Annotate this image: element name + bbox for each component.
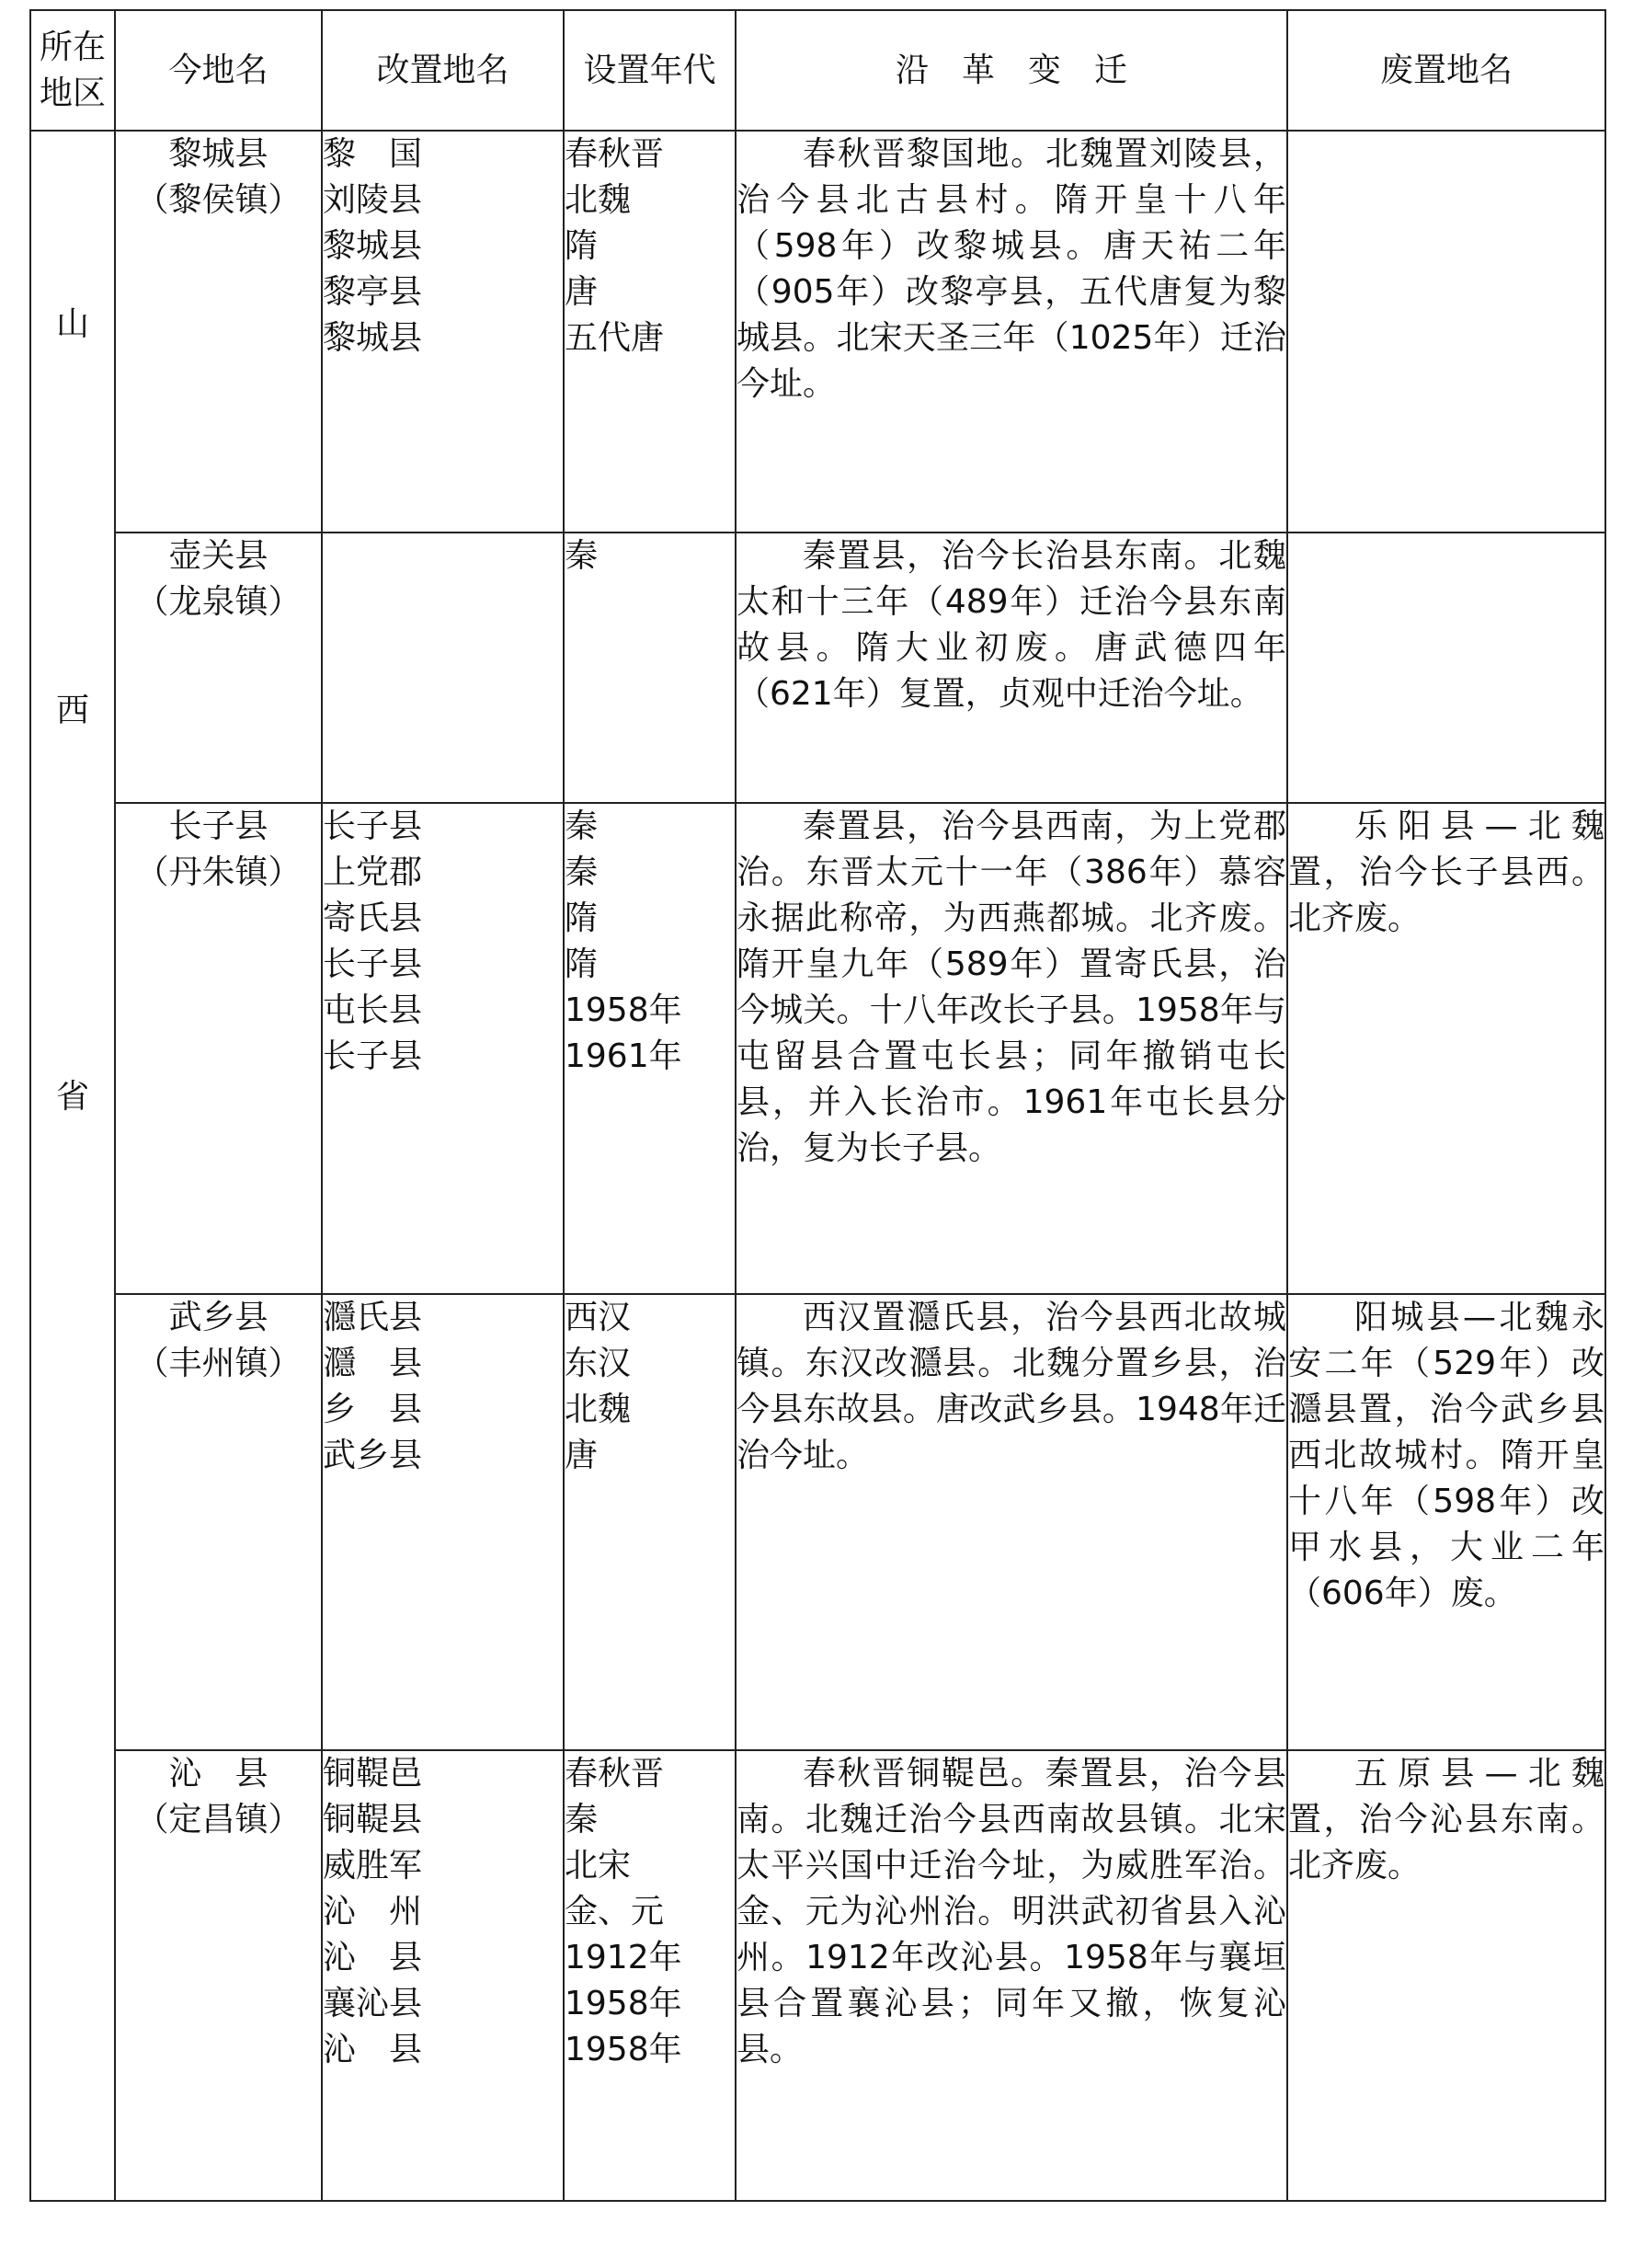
changed-name-line: 武乡县 xyxy=(323,1437,423,1474)
era-line: 1912年 xyxy=(565,1939,682,1976)
region-char: 山 xyxy=(55,305,89,343)
changed-name-line: 屯长县 xyxy=(323,991,423,1029)
era-line: 秦 xyxy=(565,537,599,575)
table-row xyxy=(30,131,1605,533)
today-name-line: （定昌镇） xyxy=(135,1801,302,1838)
era-line: 五代唐 xyxy=(565,319,665,357)
changed-name-line: 上党郡 xyxy=(323,853,423,891)
changed-name-line: 黎亭县 xyxy=(323,273,423,311)
today-name-cell xyxy=(115,1294,322,1750)
era-line: 1958年 xyxy=(565,991,682,1029)
era-line: 1958年 xyxy=(565,2031,682,2068)
today-name-line: 壶关县 xyxy=(168,537,268,575)
history-text: 春秋晋黎国地。北魏置刘陵县，治今县北古县村。隋开皇十八年（598年）改黎城县。唐天祐二年（905年）改黎亭县，五代唐复为黎城县。北宋天圣三年（1025年）迁治今址。 xyxy=(737,135,1286,403)
history-cell xyxy=(736,533,1287,803)
table-row xyxy=(30,1294,1605,1750)
changed-name-line: 沁 县 xyxy=(323,2031,423,2068)
era-line: 西汉 xyxy=(565,1299,632,1336)
abolished-cell xyxy=(1287,1294,1605,1750)
history-cell xyxy=(736,131,1287,533)
era-line: 春秋晋 xyxy=(565,135,665,173)
era-cell xyxy=(564,533,736,803)
header-row xyxy=(30,10,1605,131)
today-name-cell xyxy=(115,533,322,803)
history-cell xyxy=(736,1750,1287,2201)
header-history: 沿 革 变 迁 xyxy=(736,10,1287,131)
today-name-line: （龙泉镇） xyxy=(135,583,302,621)
gazetteer-table xyxy=(29,9,1606,2202)
abolished-cell xyxy=(1287,131,1605,533)
history-text: 秦置县，治今县西南，为上党郡治。东晋太元十一年（386年）慕容永据此称帝，为西燕都城。北齐废。隋开皇九年（589年）置寄氏县，治今城关。十八年改长子县。1958年与屯留县合置屯长县；同年撤销屯长县，并入长治市。1961年屯长县分治，复为长子县。 xyxy=(737,808,1286,1167)
region-cell xyxy=(30,131,115,2201)
era-line: 秦 xyxy=(565,808,599,845)
today-name-line: （丰州镇） xyxy=(135,1345,302,1382)
changed-name-cell xyxy=(322,803,564,1294)
era-line: 1958年 xyxy=(565,1985,682,2022)
changed-name-line: 㶏 县 xyxy=(323,1345,423,1382)
today-name-line: 沁 县 xyxy=(168,1755,268,1793)
abolished-cell xyxy=(1287,803,1605,1294)
era-line: 东汉 xyxy=(565,1345,632,1382)
changed-name-line: 黎城县 xyxy=(323,227,423,265)
header-region-line: 地区 xyxy=(39,74,106,112)
history-text: 春秋晋铜鞮邑。秦置县，治今县南。北魏迁治今县西南故县镇。北宋太平兴国中迁治今址，为威胜军治。金、元为沁州治。明洪武初省县入沁州。1912年改沁县。1958年与襄垣县合置襄沁县；同年又撤，恢复沁县。 xyxy=(737,1755,1286,2068)
era-line: 隋 xyxy=(565,899,599,937)
changed-name-cell xyxy=(322,1294,564,1750)
era-cell xyxy=(564,131,736,533)
changed-name-line: 沁 县 xyxy=(323,1939,423,1976)
era-line: 秦 xyxy=(565,853,599,891)
header-region-line: 所在 xyxy=(39,28,106,66)
today-name-line: （黎侯镇） xyxy=(135,181,302,219)
changed-name-cell xyxy=(322,131,564,533)
changed-name-line: 黎城县 xyxy=(323,319,423,357)
era-cell xyxy=(564,1750,736,2201)
abolished-text: 五原县—北魏置，治今沁县东南。北齐废。 xyxy=(1288,1755,1604,1884)
history-cell xyxy=(736,803,1287,1294)
era-line: 唐 xyxy=(565,273,599,311)
abolished-cell xyxy=(1287,533,1605,803)
today-name-line: 武乡县 xyxy=(168,1299,268,1336)
today-name-line: （丹朱镇） xyxy=(135,853,302,891)
changed-name-line: 乡 县 xyxy=(323,1391,423,1428)
era-line: 金、元 xyxy=(565,1893,665,1930)
history-text: 秦置县，治今长治县东南。北魏太和十三年（489年）迁治今县东南故县。隋大业初废。唐武德四年（621年）复置，贞观中迁治今址。 xyxy=(737,537,1286,713)
changed-name-line: 威胜军 xyxy=(323,1847,423,1884)
abolished-cell xyxy=(1287,1750,1605,2201)
table-row xyxy=(30,533,1605,803)
history-cell xyxy=(736,1294,1287,1750)
era-line: 北宋 xyxy=(565,1847,632,1884)
changed-name-line: 寄氏县 xyxy=(323,899,423,937)
changed-name-line: 襄沁县 xyxy=(323,1985,423,2022)
era-line: 北魏 xyxy=(565,1391,632,1428)
abolished-text: 乐阳县—北魏置，治今长子县西。北齐废。 xyxy=(1288,808,1604,937)
today-name-cell xyxy=(115,1750,322,2201)
header-changed-name: 改置地名 xyxy=(322,10,564,131)
era-line: 隋 xyxy=(565,945,599,983)
header-abolished: 废置地名 xyxy=(1287,10,1605,131)
header-era: 设置年代 xyxy=(564,10,736,131)
era-line: 北魏 xyxy=(565,181,632,219)
changed-name-line: 长子县 xyxy=(323,945,423,983)
changed-name-line: 铜鞮邑 xyxy=(323,1755,423,1793)
changed-name-cell xyxy=(322,533,564,803)
changed-name-line: 长子县 xyxy=(323,808,423,845)
era-cell xyxy=(564,1294,736,1750)
changed-name-line: 长子县 xyxy=(323,1037,423,1075)
era-cell xyxy=(564,803,736,1294)
today-name-cell xyxy=(115,803,322,1294)
changed-name-line: 铜鞮县 xyxy=(323,1801,423,1838)
today-name-line: 长子县 xyxy=(168,808,268,845)
today-name-line: 黎城县 xyxy=(168,135,268,173)
changed-name-line: 沁 州 xyxy=(323,1893,423,1930)
region-char: 西 xyxy=(55,692,89,729)
era-line: 秦 xyxy=(565,1801,599,1838)
changed-name-line: 㶏氏县 xyxy=(323,1299,423,1336)
today-name-cell xyxy=(115,131,322,533)
history-text: 西汉置㶏氏县，治今县西北故城镇。东汉改㶏县。北魏分置乡县，治今县东故县。唐改武乡县。1948年迁治今址。 xyxy=(737,1299,1286,1474)
era-line: 唐 xyxy=(565,1437,599,1474)
table-row xyxy=(30,803,1605,1294)
changed-name-line: 刘陵县 xyxy=(323,181,423,219)
changed-name-cell xyxy=(322,1750,564,2201)
abolished-text: 阳城县—北魏永安二年（529年）改㶏县置，治今武乡县西北故城村。隋开皇十八年（598年）改甲水县，大业二年（606年）废。 xyxy=(1288,1299,1604,1612)
era-line: 1961年 xyxy=(565,1037,682,1075)
table-row xyxy=(30,1750,1605,2201)
era-line: 隋 xyxy=(565,227,599,265)
header-region xyxy=(30,10,115,131)
changed-name-line: 黎 国 xyxy=(323,135,423,173)
era-line: 春秋晋 xyxy=(565,1755,665,1793)
header-today-name: 今地名 xyxy=(115,10,322,131)
region-char: 省 xyxy=(55,1078,89,1116)
